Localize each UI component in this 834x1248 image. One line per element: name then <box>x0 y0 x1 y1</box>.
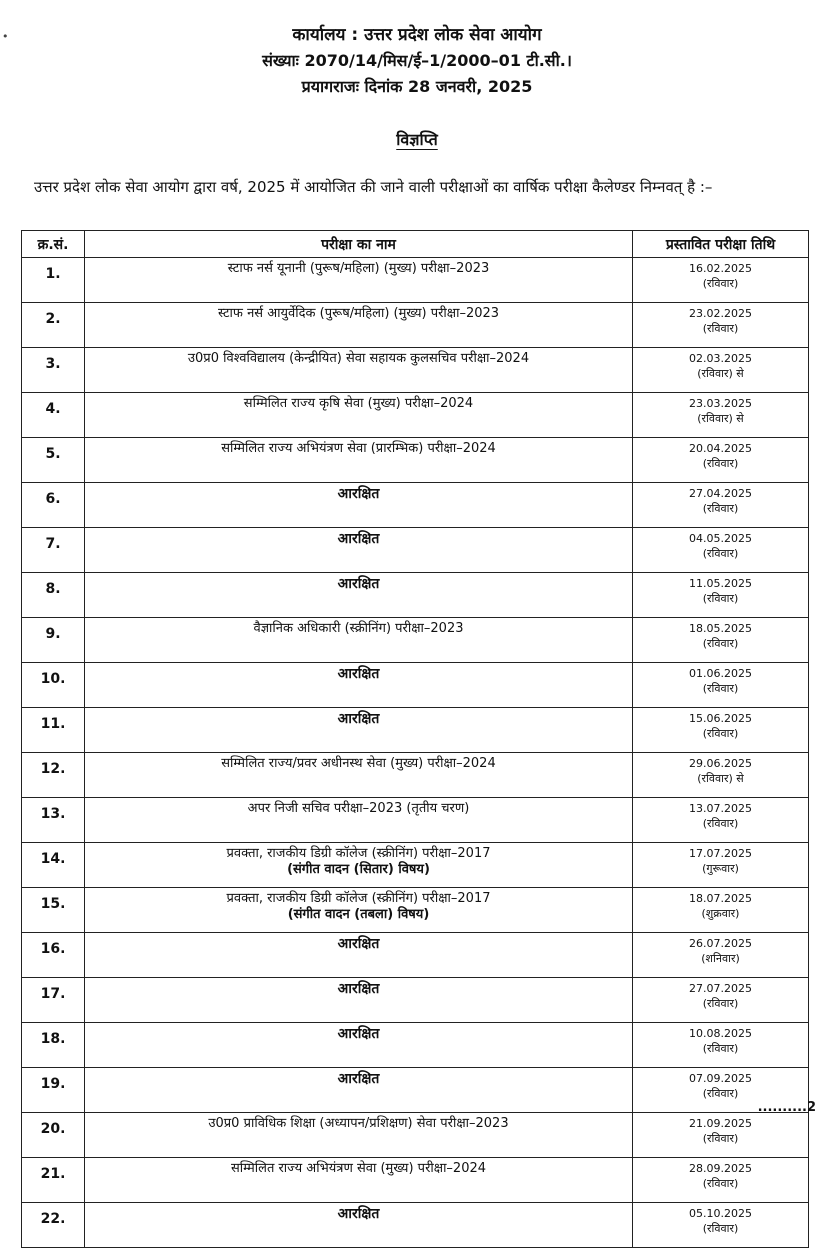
row-exam-name <box>85 663 633 708</box>
row-exam-name <box>85 978 633 1023</box>
exam-date: 13.07.2025 <box>689 802 752 815</box>
exam-date: 20.04.2025 <box>689 442 752 455</box>
table-row <box>22 258 809 303</box>
exam-day: (रविवार) से <box>697 772 744 785</box>
exam-date: 17.07.2025 <box>689 847 752 860</box>
exam-name-line: आरक्षित <box>337 711 380 727</box>
row-exam-name <box>85 1113 633 1158</box>
row-serial: 20. <box>22 1113 85 1158</box>
exam-date: 28.09.2025 <box>689 1162 752 1175</box>
exam-name-line: सम्मिलित राज्य कृषि सेवा (मुख्य) परीक्षा–2024 <box>243 396 474 411</box>
exam-date: 15.06.2025 <box>689 712 752 725</box>
exam-day: (गुरूवार) <box>702 862 739 875</box>
exam-date: 23.03.2025 <box>689 397 752 410</box>
table-row <box>22 348 809 393</box>
exam-date: 05.10.2025 <box>689 1207 752 1220</box>
row-serial: 15. <box>22 888 85 933</box>
exam-date: 26.07.2025 <box>689 937 752 950</box>
table-row <box>22 483 809 528</box>
row-exam-date <box>633 708 809 753</box>
exam-day: (रविवार) <box>702 457 739 470</box>
exam-day: (रविवार) <box>702 637 739 650</box>
exam-day: (रविवार) <box>702 817 739 830</box>
row-serial: 11. <box>22 708 85 753</box>
row-exam-name <box>85 798 633 843</box>
table-row <box>22 1068 809 1113</box>
row-serial: 6. <box>22 483 85 528</box>
table-row <box>22 1203 809 1248</box>
notice-title-text: विज्ञप्ति <box>396 130 438 149</box>
row-serial: 1. <box>22 258 85 303</box>
exam-name-line: अपर निजी सचिव परीक्षा–2023 (तृतीय चरण) <box>247 801 470 816</box>
exam-day: (रविवार) <box>702 277 739 290</box>
row-exam-date <box>633 1158 809 1203</box>
exam-name-line: प्रवक्ता, राजकीय डिग्री कॉलेज (स्क्रीनिंग) परीक्षा–2017 <box>226 891 491 906</box>
exam-day: (रविवार) से <box>697 412 744 425</box>
exam-name-line: स्टाफ नर्स यूनानी (पुरूष/महिला) (मुख्य) परीक्षा–2023 <box>227 261 490 276</box>
exam-name-line: आरक्षित <box>337 981 380 997</box>
exam-name-line: आरक्षित <box>337 1071 380 1087</box>
row-exam-name <box>85 303 633 348</box>
exam-date: 23.02.2025 <box>689 307 752 320</box>
row-exam-name <box>85 1158 633 1203</box>
exam-name-line: सम्मिलित राज्य/प्रवर अधीनस्थ सेवा (मुख्य) परीक्षा–2024 <box>221 756 496 771</box>
exam-subject-line: (संगीत वादन (तबला) विषय) <box>287 907 430 922</box>
row-exam-date <box>633 483 809 528</box>
table-row <box>22 393 809 438</box>
row-serial: 10. <box>22 663 85 708</box>
exam-date: 27.04.2025 <box>689 487 752 500</box>
table-row <box>22 798 809 843</box>
table-row <box>22 1158 809 1203</box>
row-serial: 2. <box>22 303 85 348</box>
exam-calendar-table <box>21 230 809 1248</box>
table-row <box>22 1023 809 1068</box>
row-serial: 22. <box>22 1203 85 1248</box>
row-exam-date <box>633 528 809 573</box>
row-exam-date <box>633 618 809 663</box>
row-serial: 4. <box>22 393 85 438</box>
row-exam-name <box>85 528 633 573</box>
exam-date: 01.06.2025 <box>689 667 752 680</box>
row-exam-date <box>633 1023 809 1068</box>
row-serial: 13. <box>22 798 85 843</box>
row-serial: 12. <box>22 753 85 798</box>
row-exam-name <box>85 1068 633 1113</box>
row-serial: 14. <box>22 843 85 888</box>
exam-day: (रविवार) <box>702 592 739 605</box>
exam-date: 29.06.2025 <box>689 757 752 770</box>
exam-day: (रविवार) <box>702 1177 739 1190</box>
exam-day: (रविवार) से <box>697 367 744 380</box>
exam-name-line: आरक्षित <box>337 486 380 502</box>
row-exam-date <box>633 573 809 618</box>
row-exam-name <box>85 573 633 618</box>
row-serial: 17. <box>22 978 85 1023</box>
row-exam-date <box>633 1113 809 1158</box>
row-exam-name <box>85 393 633 438</box>
row-exam-date <box>633 843 809 888</box>
exam-name-line: वैज्ञानिक अधिकारी (स्क्रीनिंग) परीक्षा–2023 <box>253 621 464 636</box>
exam-name-line: सम्मिलित राज्य अभियंत्रण सेवा (प्रारम्भिक) परीक्षा–2024 <box>221 441 496 456</box>
exam-name-line: स्टाफ नर्स आयुर्वेदिक (पुरूष/महिला) (मुख्य) परीक्षा–2023 <box>217 306 500 321</box>
table-header-row <box>22 231 809 258</box>
row-exam-date <box>633 438 809 483</box>
exam-date: 07.09.2025 <box>689 1072 752 1085</box>
row-serial: 18. <box>22 1023 85 1068</box>
exam-date: 21.09.2025 <box>689 1117 752 1130</box>
exam-name-line: आरक्षित <box>337 1026 380 1042</box>
exam-date: 27.07.2025 <box>689 982 752 995</box>
exam-date: 16.02.2025 <box>689 262 752 275</box>
intro-paragraph: उत्तर प्रदेश लोक सेवा आयोग द्वारा वर्ष, 2025 में आयोजित की जाने वाली परीक्षाओं का वार्षिक परीक्षा कैलेण्डर निम्नवत् है :– <box>34 178 713 196</box>
row-serial: 5. <box>22 438 85 483</box>
row-exam-date <box>633 258 809 303</box>
exam-date: 18.07.2025 <box>689 892 752 905</box>
table-row <box>22 438 809 483</box>
exam-subject-line: (संगीत वादन (सितार) विषय) <box>287 862 430 877</box>
exam-name-line: उ0प्र0 विश्वविद्यालय (केन्द्रीयित) सेवा सहायक कुलसचिव परीक्षा–2024 <box>187 351 530 366</box>
header-serial: क्र.सं. <box>22 231 85 258</box>
exam-name-line: आरक्षित <box>337 1206 380 1222</box>
exam-day: (रविवार) <box>702 322 739 335</box>
exam-name-line: आरक्षित <box>337 936 380 952</box>
row-exam-date <box>633 663 809 708</box>
exam-day: (रविवार) <box>702 547 739 560</box>
table-body <box>22 258 809 1248</box>
row-exam-name <box>85 1203 633 1248</box>
table-row <box>22 663 809 708</box>
exam-name-line: आरक्षित <box>337 576 380 592</box>
row-serial: 9. <box>22 618 85 663</box>
office-name: कार्यालय : उत्तर प्रदेश लोक सेवा आयोग <box>292 25 542 45</box>
row-exam-name <box>85 1023 633 1068</box>
row-exam-date <box>633 1203 809 1248</box>
exam-day: (रविवार) <box>702 1042 739 1055</box>
exam-date: 02.03.2025 <box>689 352 752 365</box>
row-exam-name <box>85 933 633 978</box>
row-exam-date <box>633 348 809 393</box>
row-serial: 19. <box>22 1068 85 1113</box>
exam-name-line: आरक्षित <box>337 666 380 682</box>
row-exam-date <box>633 393 809 438</box>
exam-name-line: आरक्षित <box>337 531 380 547</box>
table-row <box>22 708 809 753</box>
exam-day: (रविवार) <box>702 502 739 515</box>
row-serial: 3. <box>22 348 85 393</box>
exam-name-line: उ0प्र0 प्राविधिक शिक्षा (अध्यापन/प्रशिक्षण) सेवा परीक्षा–2023 <box>208 1116 509 1131</box>
table-row <box>22 618 809 663</box>
reference-number: संख्याः 2070/14/मिस/ई–1/2000–01 टी.सी.। <box>262 51 572 70</box>
scan-mark: • <box>2 30 9 43</box>
table-row <box>22 888 809 933</box>
row-exam-date <box>633 933 809 978</box>
row-exam-date <box>633 303 809 348</box>
row-exam-name <box>85 843 633 888</box>
exam-date: 11.05.2025 <box>689 577 752 590</box>
table-row <box>22 528 809 573</box>
place-date: प्रयागराजः दिनांक 28 जनवरी, 2025 <box>301 77 533 96</box>
exam-day: (शुक्रवार) <box>701 907 740 920</box>
row-exam-name <box>85 258 633 303</box>
row-serial: 21. <box>22 1158 85 1203</box>
row-exam-name <box>85 708 633 753</box>
row-serial: 16. <box>22 933 85 978</box>
header-exam-name: परीक्षा का नाम <box>85 231 633 258</box>
row-exam-name <box>85 753 633 798</box>
row-exam-name <box>85 438 633 483</box>
table-row <box>22 1113 809 1158</box>
row-serial: 8. <box>22 573 85 618</box>
row-exam-name <box>85 618 633 663</box>
row-exam-date <box>633 888 809 933</box>
letterhead <box>0 22 834 100</box>
table-row <box>22 573 809 618</box>
page-continuation: ..........2 <box>757 1100 816 1115</box>
exam-day: (रविवार) <box>702 682 739 695</box>
exam-day: (रविवार) <box>702 1132 739 1145</box>
exam-day: (रविवार) <box>702 727 739 740</box>
row-exam-date <box>633 753 809 798</box>
notice-title <box>0 128 834 150</box>
row-exam-name <box>85 483 633 528</box>
row-exam-date <box>633 978 809 1023</box>
header-exam-date: प्रस्तावित परीक्षा तिथि <box>633 231 809 258</box>
table-row <box>22 933 809 978</box>
exam-day: (रविवार) <box>702 997 739 1010</box>
exam-day: (शनिवार) <box>701 952 740 965</box>
row-exam-date <box>633 798 809 843</box>
row-exam-name <box>85 888 633 933</box>
exam-date: 10.08.2025 <box>689 1027 752 1040</box>
row-exam-name <box>85 348 633 393</box>
table-row <box>22 303 809 348</box>
table-row <box>22 843 809 888</box>
exam-day: (रविवार) <box>702 1087 739 1100</box>
exam-date: 04.05.2025 <box>689 532 752 545</box>
row-serial: 7. <box>22 528 85 573</box>
exam-name-line: प्रवक्ता, राजकीय डिग्री कॉलेज (स्क्रीनिंग) परीक्षा–2017 <box>226 846 491 861</box>
exam-date: 18.05.2025 <box>689 622 752 635</box>
table-row <box>22 978 809 1023</box>
table-row <box>22 753 809 798</box>
exam-day: (रविवार) <box>702 1222 739 1235</box>
exam-name-line: सम्मिलित राज्य अभियंत्रण सेवा (मुख्य) परीक्षा–2024 <box>230 1161 487 1176</box>
